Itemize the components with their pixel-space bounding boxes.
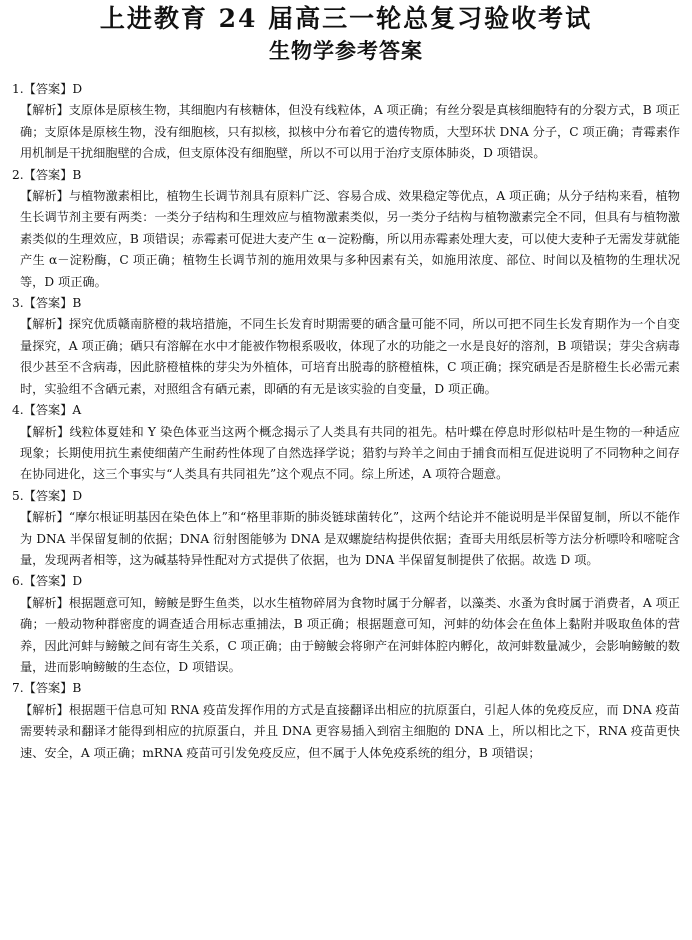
explanation-text: 【解析】探究优质赣南脐橙的栽培措施，不同生长发育时期需要的硒含量可能不同，所以可把不同生长发育期作为一个自变量探究，A 项正确；硒只有溶解在水中才能被作物根系吸收，体现了水的功能之一水是良好的溶剂，B 项错误；芽尖含病毒很少甚至不含病毒，因此脐橙植株的芽尖为外植体，可培育出脱毒的脐橙植株，C 项正确；探究硒是否是脐橙生长必需元素时，实验组不含硒元素，对照组含有硒元素，即硒的有无是该实验的自变量，D 项正确。	[20, 317, 680, 396]
explanation-text: 【解析】根据题意可知，鳑鲏是野生鱼类，以水生植物碎屑为食物时属于分解者，以藻类、水蚤为食时属于消费者，A 项正确；一般动物种群密度的调查适合用标志重捕法，B 项正确；根据题意可知，河蚌的幼体会在鱼体上黏附并吸取鱼体的营养，因此河蚌与鳑鲏之间有寄生关系，C 项正确；由于鳑鲏会将卵产在河蚌体腔内孵化，故河蚌数量减少，会影响鳑鲏的数量，进而影响鳑鲏的生态位，D 项错误。	[20, 595, 680, 674]
question-item	[12, 678, 680, 764]
page-title: 上进教育 24 届高三一轮总复习验收考试	[99, 4, 593, 33]
explanation-text: 【解析】与植物激素相比，植物生长调节剂具有原料广泛、容易合成、效果稳定等优点，A 项正确；从分子结构来看，植物生长调节剂主要有两类：一类分子结构和生理效应与植物激素类似，另一类分子结构与植物激素完全不同，但具有与植物激素类似的生理效应，B 项错误；赤霉素可促进大麦产生 α－淀粉酶，所以用赤霉素处理大麦，可以使大麦种子无需发芽就能产生 α－淀粉酶，C 项正确；植物生长调节剂的施用效果与多种因素有关，如施用浓度、部位、时间以及植物的生理状况等，D 项正确。	[20, 189, 680, 289]
answer-line: 3.【答案】B	[12, 296, 82, 311]
page-subtitle: 生物学参考答案	[269, 39, 423, 63]
question-item	[12, 571, 680, 678]
explanation-text: 【解析】线粒体夏娃和 Y 染色体亚当这两个概念揭示了人类具有共同的祖先。枯叶蝶在停息时形似枯叶是生物的一种适应现象；长期使用抗生素使细菌产生耐药性体现了自然选择学说；猎豹与羚羊之间由于捕食而相互促进说明了不同物种之间存在协同进化，这三个事实与“人类具有共同祖先”这个观点不同。综上所述，A 项符合题意。	[20, 424, 680, 482]
question-item	[12, 79, 680, 165]
answer-line: 4.【答案】A	[12, 403, 82, 418]
explanation-text: 【解析】根据题干信息可知 RNA 疫苗发挥作用的方式是直接翻译出相应的抗原蛋白，引起人体的免疫反应，而 DNA 疫苗需要转录和翻译才能得到相应的抗原蛋白，并且 DNA 更容易插入到宿主细胞的 DNA 上，所以相比之下，RNA 疫苗更快速、安全，A 项正确；mRNA 疫苗可引发免疫反应，但不属于人体免疫系统的组分，B 项错误；	[20, 702, 680, 760]
question-item	[12, 293, 680, 400]
answer-line: 1.【答案】D	[12, 82, 83, 96]
explanation-text: 【解析】支原体是原核生物，其细胞内有核糖体，但没有线粒体，A 项正确；有丝分裂是真核细胞特有的分裂方式，B 项正确；支原体是原核生物，没有细胞核，只有拟核，拟核中分布着它的遗传物质，大型环状 DNA 分子，C 项正确；青霉素作用机制是干扰细胞壁的合成，但支原体没有细胞壁，所以不可以用于治疗支原体肺炎，D 项错误。	[20, 103, 680, 161]
answer-line: 5.【答案】D	[12, 488, 83, 503]
question-item	[12, 486, 680, 572]
answer-line: 6.【答案】D	[12, 574, 83, 589]
question-item	[12, 400, 680, 486]
explanation-text: 【解析】“摩尔根证明基因在染色体上”和“格里菲斯的肺炎链球菌转化”，这两个结论并不能说明是半保留复制，所以不能作为 DNA 半保留复制的依据；DNA 衍射图能够为 DNA 是双螺旋结构提供依据；査哥夫用纸层析等方法分析嘌呤和嘧啶含量，发现两者相等，这为碱基特异性配对方式提供了依据，也为 DNA 半保留复制提供了依据。故选 D 项。	[20, 510, 680, 567]
answer-line: 7.【答案】B	[12, 681, 82, 696]
question-list	[12, 79, 680, 764]
question-item	[12, 165, 680, 293]
answer-line: 2.【答案】B	[12, 167, 82, 182]
